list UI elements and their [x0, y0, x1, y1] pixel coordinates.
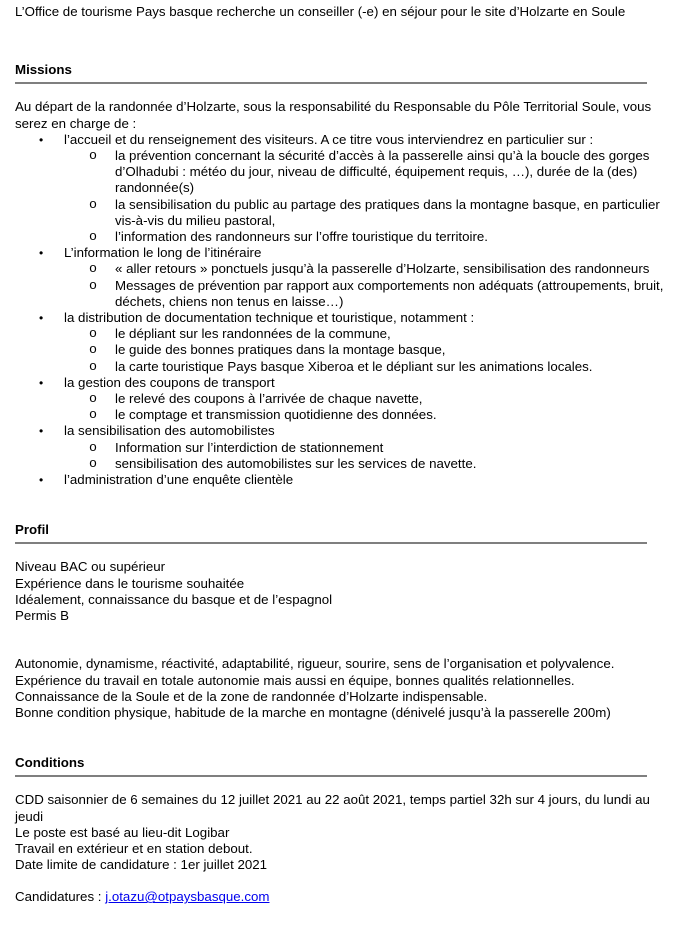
- mission-subitem: [64, 359, 665, 375]
- bullet-icon: •: [39, 375, 44, 390]
- mission-item: [15, 472, 665, 488]
- mission-item: [15, 132, 665, 245]
- mission-subitem: [64, 197, 665, 229]
- conditions-line: CDD saisonnier de 6 semaines du 12 juillet 2021 au 22 août 2021, temps partiel 32h sur 4 jours, du lundi au jeudi: [15, 792, 650, 824]
- bullet-icon: •: [39, 473, 44, 488]
- circle-bullet-icon: o: [89, 407, 97, 423]
- mission-item: [15, 423, 665, 472]
- profil-line: Expérience dans le tourisme souhaitée: [15, 575, 245, 591]
- profil-line: Permis B: [15, 608, 69, 624]
- circle-bullet-icon: o: [89, 455, 97, 471]
- mission-subitem-text: le dépliant sur les randonnées de la commune,: [115, 326, 391, 342]
- profil-requirements: [15, 559, 665, 624]
- mission-subitem: [64, 229, 665, 245]
- mission-subitem: [64, 148, 665, 197]
- profil-line: Autonomie, dynamisme, réactivité, adaptabilité, rigueur, sourire, sens de l’organisation et polyvalence.: [15, 656, 615, 672]
- circle-bullet-icon: o: [89, 277, 97, 293]
- mission-subitem-text: sensibilisation des automobilistes sur les services de navette.: [115, 455, 477, 471]
- mission-item-text: la distribution de documentation technique et touristique, notamment :: [64, 310, 475, 326]
- bullet-icon: •: [39, 424, 44, 439]
- profil-qualities: [15, 656, 665, 721]
- mission-subitem-text: le relevé des coupons à l’arrivée de chaque navette,: [115, 391, 423, 407]
- email-link[interactable]: j.otazu@otpaysbasque.com: [105, 889, 270, 905]
- mission-subitem-text: la carte touristique Pays basque Xiberoa et le dépliant sur les animations locales.: [115, 358, 593, 374]
- mission-item-text: l’administration d’une enquête clientèle: [64, 472, 294, 488]
- mission-item: [15, 310, 665, 375]
- mission-sublist: [64, 261, 665, 310]
- conditions-heading: Conditions: [15, 755, 647, 777]
- missions-list: [15, 132, 665, 488]
- mission-item-text: L’information le long de l’itinéraire: [64, 245, 262, 261]
- circle-bullet-icon: o: [89, 358, 97, 374]
- circle-bullet-icon: o: [89, 391, 97, 407]
- circle-bullet-icon: o: [89, 261, 97, 277]
- bullet-icon: •: [39, 246, 44, 261]
- circle-bullet-icon: o: [89, 342, 97, 358]
- circle-bullet-icon: o: [89, 148, 97, 164]
- mission-sublist: [64, 440, 665, 472]
- mission-sublist: [64, 391, 665, 423]
- mission-item-text: l’accueil et du renseignement des visiteurs. A ce titre vous interviendrez en particulier sur :: [64, 131, 594, 147]
- conditions-line: Date limite de candidature : 1er juillet 2021: [15, 857, 268, 873]
- profil-heading: Profil: [15, 522, 647, 544]
- mission-sublist: [64, 148, 665, 245]
- missions-lead: Au départ de la randonnée d’Holzarte, sous la responsabilité du Responsable du Pôle Territorial Soule, vous serez en charge de :: [15, 99, 652, 131]
- mission-subitem: [64, 391, 665, 407]
- candidatures-line: [15, 889, 665, 905]
- bullet-icon: •: [39, 311, 44, 326]
- mission-item-text: la gestion des coupons de transport: [64, 374, 275, 390]
- profil-line: Niveau BAC ou supérieur: [15, 559, 166, 575]
- mission-sublist: [64, 326, 665, 375]
- mission-subitem-text: l’information des randonneurs sur l’offre touristique du territoire.: [115, 229, 488, 245]
- mission-subitem-text: « aller retours » ponctuels jusqu’à la passerelle d’Holzarte, sensibilisation des randonneurs: [115, 261, 650, 277]
- mission-subitem: [64, 326, 665, 342]
- profil-line: Connaissance de la Soule et de la zone de randonnée d’Holzarte indispensable.: [15, 688, 488, 704]
- mission-subitem: [64, 440, 665, 456]
- mission-subitem-text: Messages de prévention par rapport aux comportements non adéquats (attroupements, bruit, déchets, chiens non tenus en laisse…): [115, 277, 664, 309]
- mission-item: [15, 245, 665, 310]
- circle-bullet-icon: o: [89, 439, 97, 455]
- mission-subitem-text: la prévention concernant la sécurité d’accès à la passerelle ainsi qu’à la boucle des gorges d’Olhadubi : météo du jour, niveau de difficulté, équipement requis, …), durée de la (des) randonnée(s): [115, 148, 650, 196]
- conditions-lines: [15, 792, 665, 873]
- mission-subitem: [64, 456, 665, 472]
- mission-item-text: la sensibilisation des automobilistes: [64, 423, 275, 439]
- document: [15, 4, 665, 906]
- mission-subitem-text: la sensibilisation du public au partage des pratiques dans la montagne basque, en particulier vis-à-vis du milieu pastoral,: [115, 196, 660, 228]
- mission-subitem: [64, 342, 665, 358]
- profil-line: Bonne condition physique, habitude de la marche en montagne (dénivelé jusqu’à la passerelle 200m): [15, 704, 611, 720]
- mission-subitem: [64, 278, 665, 310]
- intro-text: L’Office de tourisme Pays basque recherche un conseiller (-e) en séjour pour le site d’Holzarte en Soule: [15, 4, 626, 19]
- bullet-icon: •: [39, 132, 44, 147]
- mission-subitem: [64, 407, 665, 423]
- missions-heading: Missions: [15, 62, 647, 84]
- mission-subitem-text: le comptage et transmission quotidienne des données.: [115, 407, 437, 423]
- circle-bullet-icon: o: [89, 326, 97, 342]
- mission-subitem-text: Information sur l’interdiction de stationnement: [115, 439, 384, 455]
- conditions-line: Le poste est basé au lieu-dit Logibar: [15, 824, 230, 840]
- circle-bullet-icon: o: [89, 196, 97, 212]
- profil-line: Expérience du travail en totale autonomie mais aussi en équipe, bonnes qualités relationnelles.: [15, 672, 575, 688]
- mission-item: [15, 375, 665, 424]
- profil-line: Idéalement, connaissance du basque et de l’espagnol: [15, 591, 333, 607]
- circle-bullet-icon: o: [89, 229, 97, 245]
- candidatures-label: Candidatures :: [15, 889, 106, 905]
- mission-subitem: [64, 261, 665, 277]
- mission-subitem-text: le guide des bonnes pratiques dans la montage basque,: [115, 342, 446, 358]
- conditions-line: Travail en extérieur et en station debout.: [15, 840, 253, 856]
